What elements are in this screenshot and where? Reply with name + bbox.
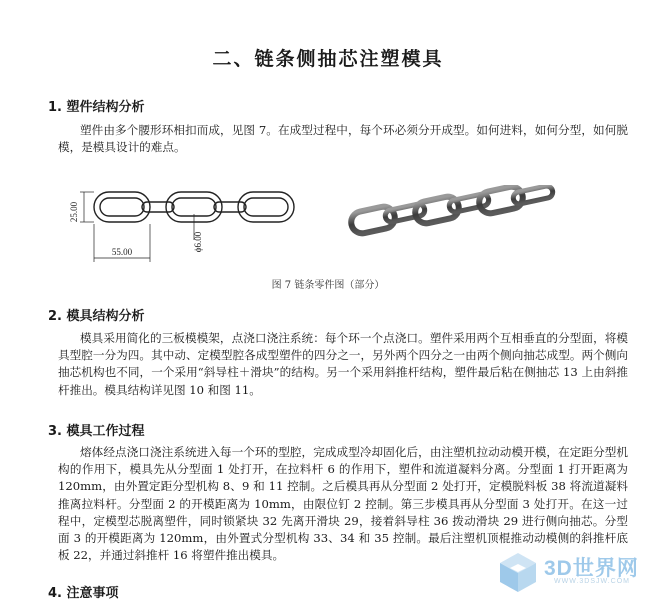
- dim-length: 55.00: [111, 247, 133, 257]
- section-heading-2: 2. 模具结构分析: [48, 309, 145, 324]
- section-body-1: 塑件由多个腰形环相扣而成，见图 7。在成型过程中，每个环必须分开成型。如何进料，如何分型，如何脱模，是模具设计的难点。: [58, 123, 628, 155]
- watermark: [496, 550, 646, 592]
- figure-caption: 图 7 链条零件图（部分）: [271, 280, 385, 291]
- chain-technical-drawing: [60, 180, 310, 270]
- chain-link-side: [214, 202, 246, 212]
- chain-link-side: [142, 202, 174, 212]
- section-heading-3: 3. 模具工作过程: [48, 424, 145, 439]
- chain-3d-render: [345, 185, 575, 255]
- chain-link-inner: [100, 198, 144, 216]
- section-body-3: 熔体经点浇口浇注系统进入每一个环的型腔，完成成型冷却固化后，由注塑机拉动动模开模，在定距分型机构的作用下，模具先从分型面 1 处打开，在拉料杆 6 的作用下，塑件和流道凝料分离。分型面 1 打开距离为 120mm，由外置定距分型机构 8、9 和 11 控制。之后模具再从分型面 2 处打开，定模脱料板 38 将流道凝料推离拉料杆。分型面 2 的开模距离为 10mm，由限位钉 2 控制。第三步模具再从分型面 3 处打开。在这一过程中，定模型芯脱离塑件，同时锁紧块 32 先离开滑块 29，接着斜导柱 36 拨动滑块 29 进行侧向抽芯。分型面 3 的开模距离为 120mm，由外置式分型机构 33、34 和 35 控制。最后注塑机顶棍推动动模侧的斜推杆底板 22，并通过斜推杆 16 将塑件推出模具。: [58, 445, 628, 563]
- dim-diameter: ϕ6.00: [193, 231, 203, 253]
- dim-height: 25.00: [69, 201, 79, 223]
- watermark-url: WWW.3DSJW.COM: [554, 578, 630, 585]
- section-heading-4: 4. 注意事项: [48, 586, 119, 601]
- section-body-2: 模具采用简化的三板模模架，点浇口浇注系统：每个环一个点浇口。塑件采用两个互相垂直的分型面，将模具型腔一分为四。其中动、定模型腔各成型塑件的四分之一，另外两个四分之一由两个侧向抽芯成型。两个侧向抽芯机构也不同，一个采用“斜导柱＋滑块”的结构。另一个采用斜推杆结构，塑件最后粘在侧抽芯 13 上由斜推杆推出。模具结构详见图 10 和图 11。: [58, 331, 628, 397]
- chain-link-inner: [244, 198, 288, 216]
- section-heading-1: 1. 塑件结构分析: [48, 100, 145, 115]
- page-title: 二、链条侧抽芯注塑模具: [212, 48, 444, 70]
- cube-logo-icon: [496, 550, 540, 594]
- watermark-logo-text: 3D世界网: [544, 557, 639, 580]
- chain-link-inner: [172, 198, 216, 216]
